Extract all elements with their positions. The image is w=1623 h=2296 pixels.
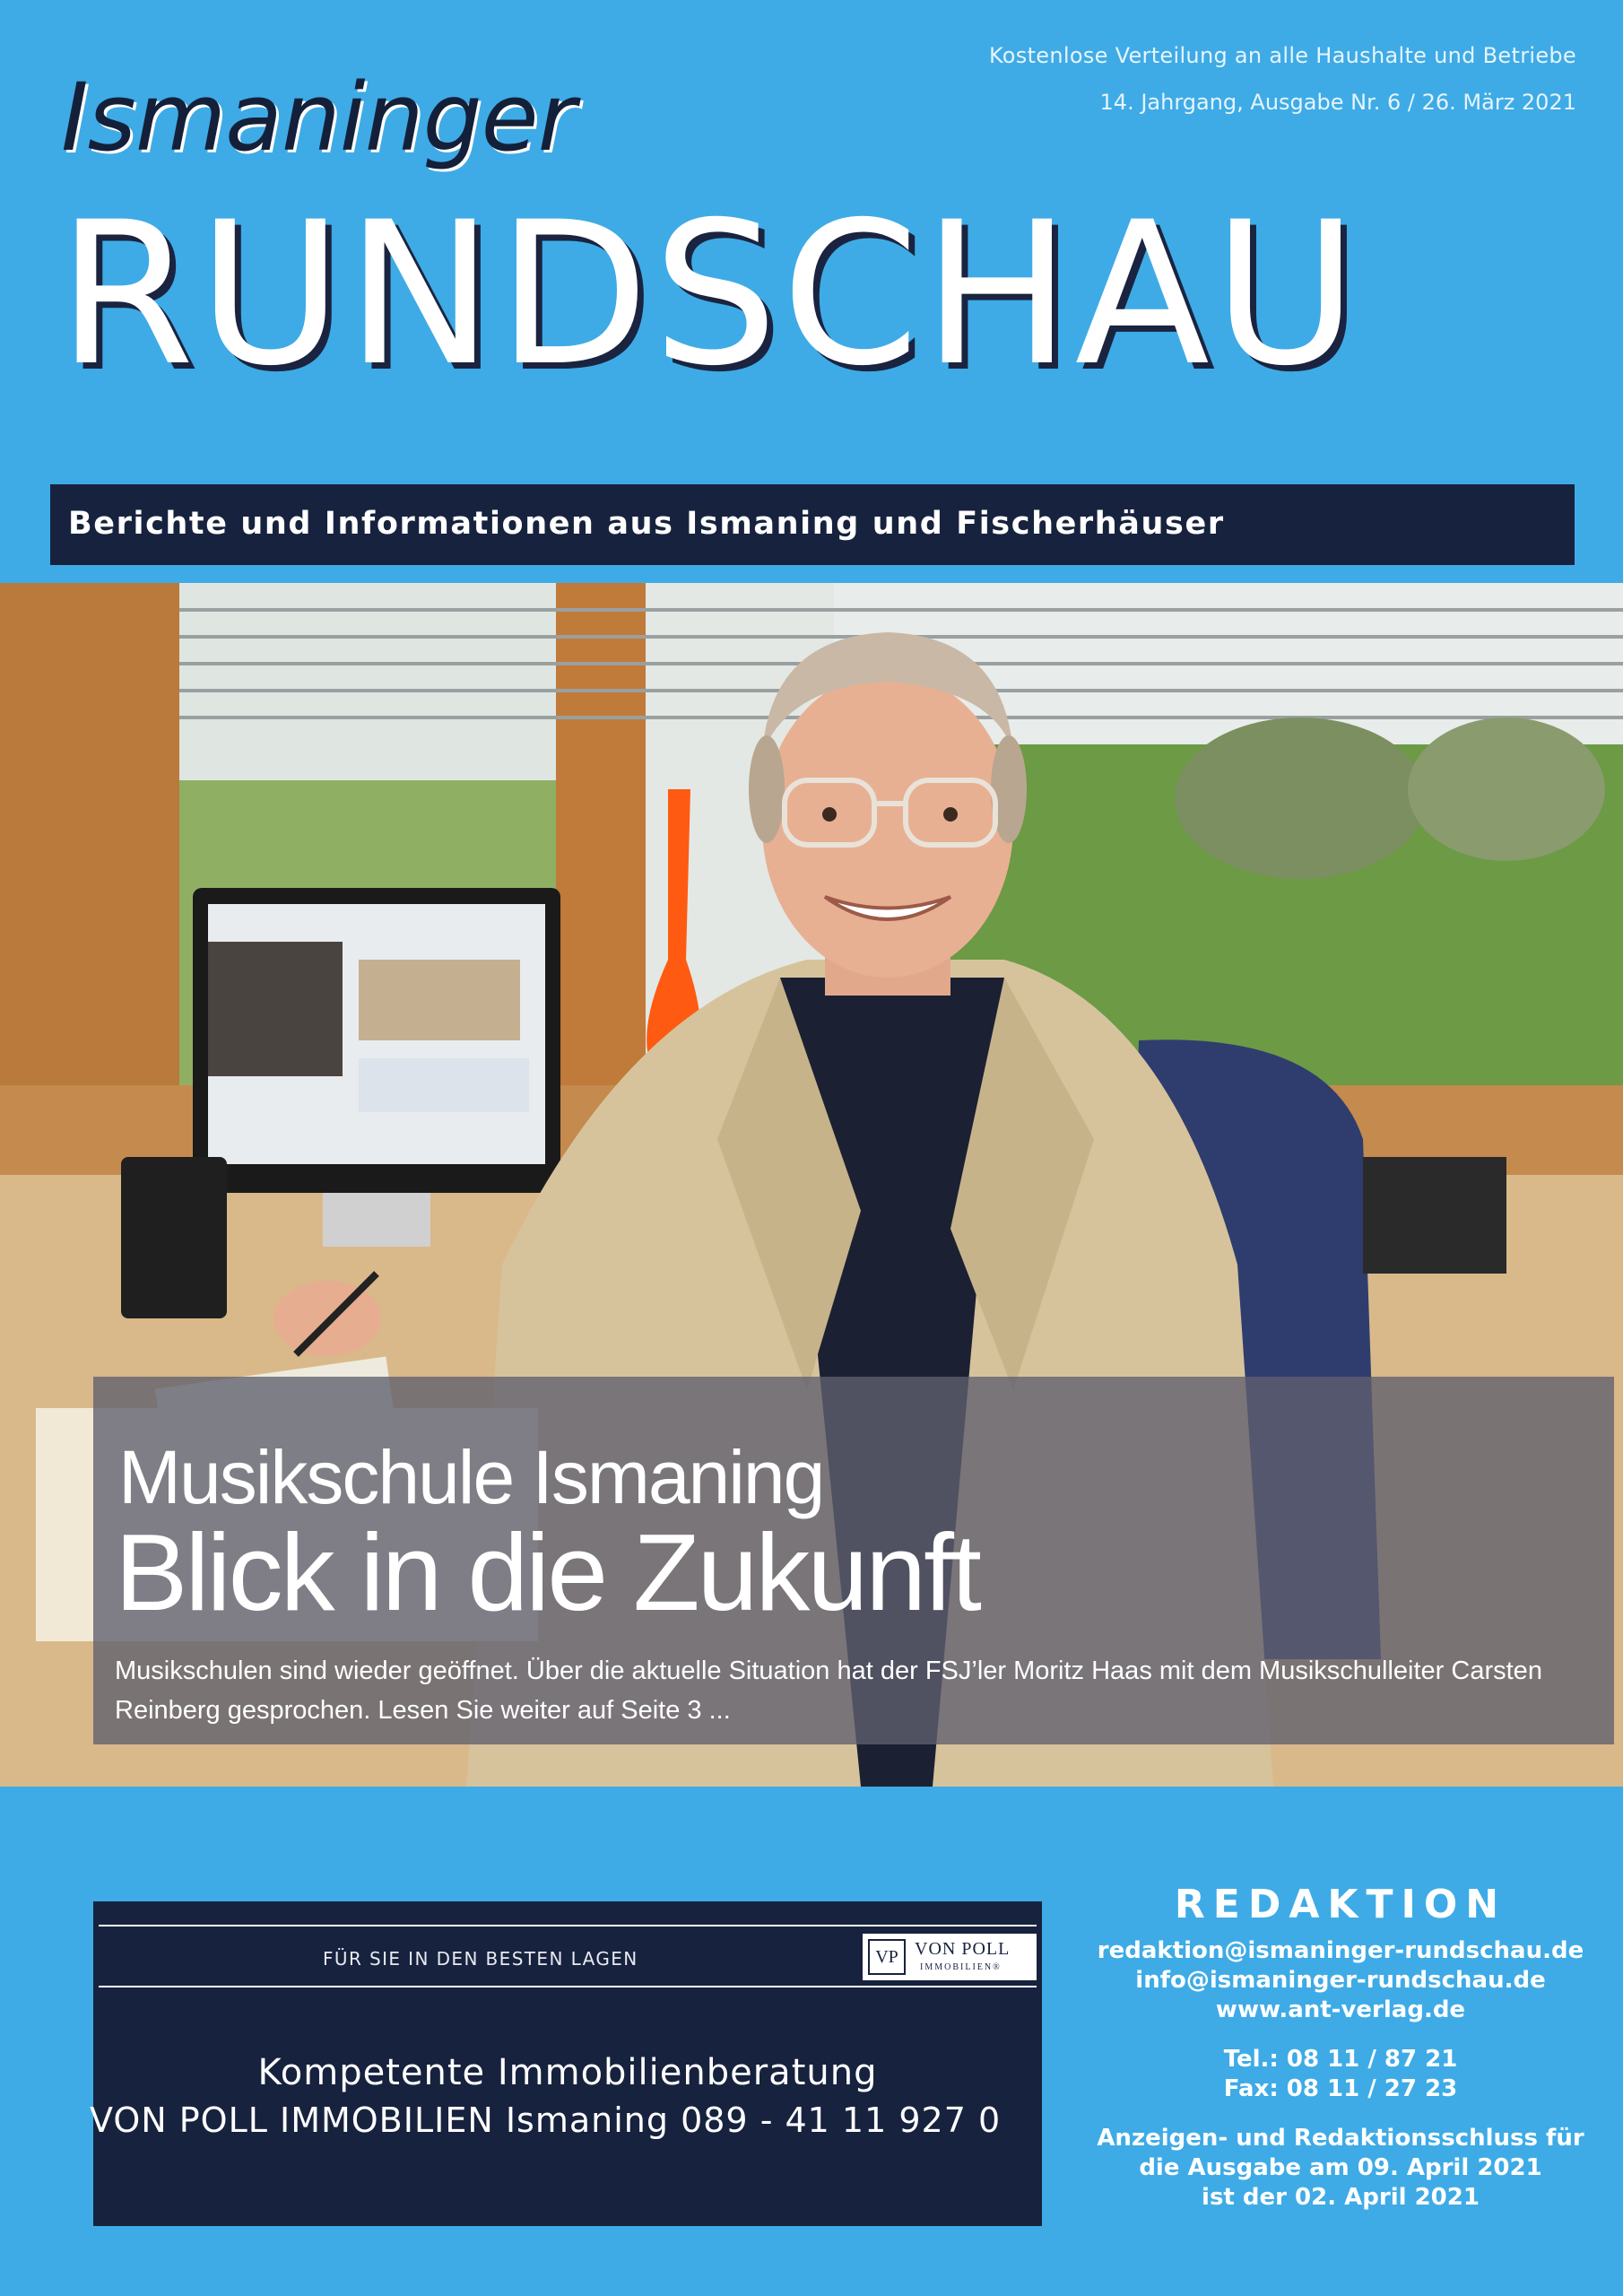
- deadline-line-1: Anzeigen- und Redaktionsschluss für: [1097, 2125, 1584, 2152]
- telephone: Tel.: 08 11 / 87 21: [1223, 2046, 1458, 2073]
- redaktion-title: REDAKTION: [1174, 1882, 1507, 1927]
- ad-slogan: FÜR SIE IN DEN BESTEN LAGEN: [323, 1948, 638, 1970]
- redaktion-email[interactable]: redaktion@ismaninger-rundschau.de: [1097, 1937, 1584, 1964]
- spacer: [1085, 2025, 1596, 2045]
- deadline-line-2: die Ausgabe am 09. April 2021: [1139, 2154, 1542, 2181]
- ad-headline: Kompetente Immobilienberatung: [257, 2052, 878, 2093]
- von-poll-logo: [861, 1932, 1038, 1982]
- story-headline: Blick in die Zukunft: [115, 1511, 979, 1633]
- issue-info: 14. Jahrgang, Ausgabe Nr. 6 / 26. März 2021: [1099, 90, 1576, 115]
- story-teaser: Musikschulen sind wieder geöffnet. Über die aktuelle Situation hat der FSJ’ler Moritz Haas mit dem Musikschulleiter Carsten Reinberg gesprochen. Lesen Sie weiter auf Seite 3 ...: [115, 1657, 1542, 1725]
- redaktion-contact-block: [1085, 1882, 1596, 2213]
- subtitle-bar: [50, 484, 1575, 565]
- von-poll-advertisement: [90, 1901, 1042, 2226]
- cover-story-box: [93, 1377, 1614, 1744]
- masthead-title-top: Ismaninger: [61, 63, 576, 172]
- logo-subtitle: IMMOBILIEN®: [920, 1962, 1002, 1972]
- masthead-subtitle: Berichte und Informationen aus Ismaning und Fischerhäuser: [68, 506, 1225, 542]
- ad-contact-line: VON POLL IMMOBILIEN Ismaning 089 - 41 11 927 0: [90, 2100, 1002, 2140]
- logo-name: VON POLL: [915, 1939, 1011, 1959]
- logo-mark: VP: [868, 1939, 906, 1975]
- distribution-tagline: Kostenlose Verteilung an alle Haushalte und Betriebe: [988, 43, 1576, 68]
- masthead-title-main: RUNDSCHAU: [57, 179, 1362, 409]
- website-link[interactable]: www.ant-verlag.de: [1215, 1996, 1466, 2023]
- deadline-line-3: ist der 02. April 2021: [1202, 2184, 1480, 2211]
- spacer: [1085, 2104, 1596, 2124]
- fax: Fax: 08 11 / 27 23: [1223, 2075, 1458, 2102]
- ad-header-frame: [99, 1925, 1037, 1987]
- story-kicker: Musikschule Ismaning: [118, 1435, 824, 1519]
- info-email[interactable]: info@ismaninger-rundschau.de: [1135, 1967, 1546, 1994]
